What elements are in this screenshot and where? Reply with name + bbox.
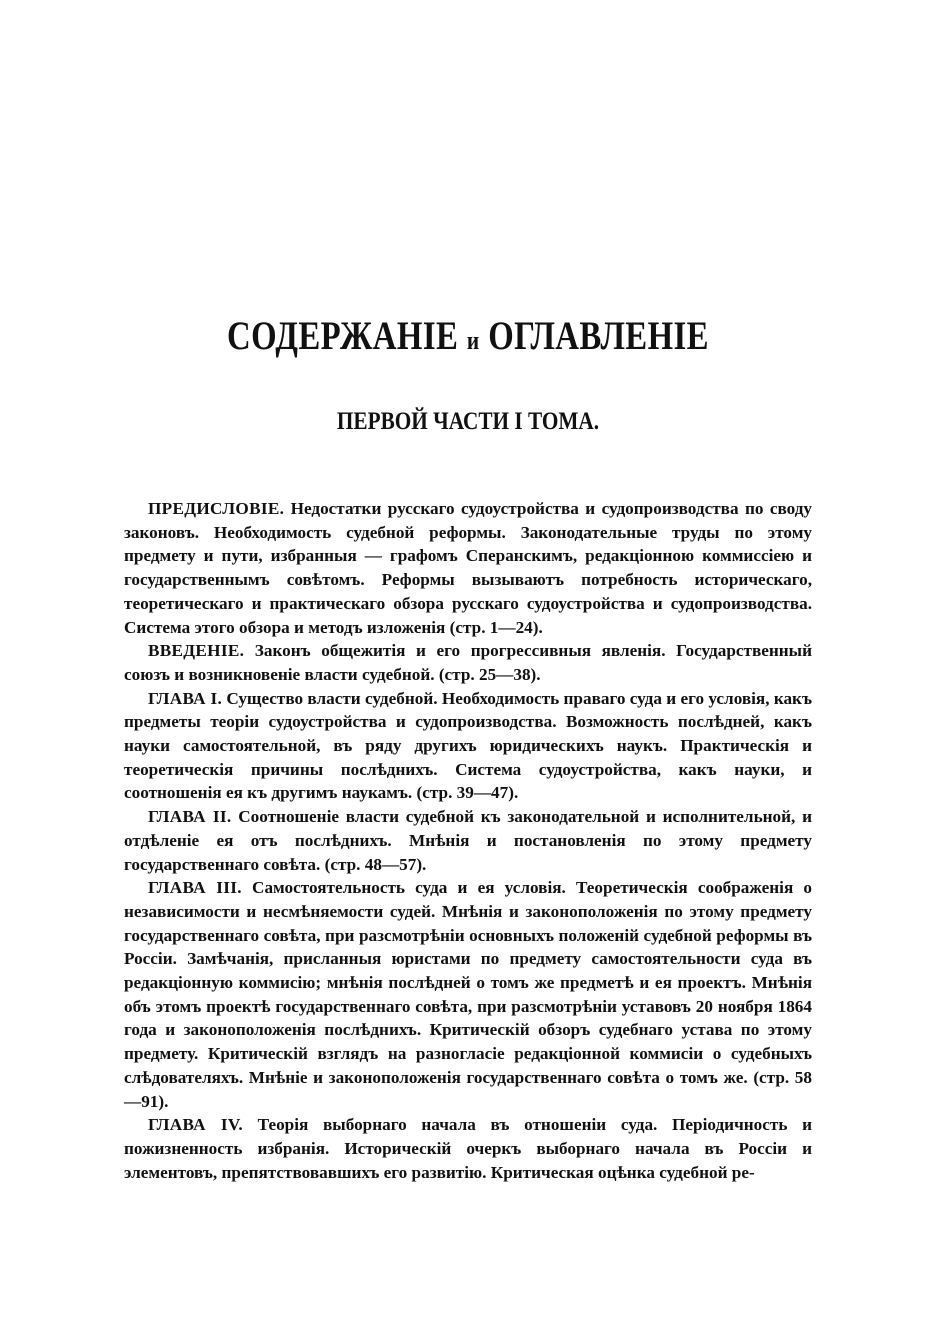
title-end: ОГЛАВЛЕНІЕ	[488, 313, 709, 358]
title-conjunction: и	[466, 326, 480, 355]
paragraph-heading: ГЛАВА III.	[148, 878, 242, 898]
document-subtitle: ПЕРВОЙ ЧАСТИ І ТОМА.	[336, 408, 600, 435]
paragraph-chapter-3	[124, 876, 812, 1113]
paragraph-chapter-2	[124, 805, 812, 876]
paragraph-chapter-4	[124, 1113, 812, 1184]
paragraph-text: Теорія выборнаго начала въ отношеніи суда. Періодичность и пожизненность избранія. Историческій очеркъ выборнаго начала въ Россіи и элементовъ, препятствовавшихъ его развитію. Критическая оцѣнка судебной ре-	[124, 1115, 813, 1182]
paragraph-heading: ГЛАВА II.	[148, 807, 232, 827]
paragraph-heading: ПРЕДИСЛОВІЕ.	[148, 499, 285, 518]
paragraph-introduction	[124, 639, 812, 686]
paragraph-heading: ГЛАВА IV.	[148, 1115, 243, 1135]
paragraph-text: Самостоятельность суда и ея условія. Теоретическія соображенія о независимости и несмѣняемости судей. Мнѣнія и законоположенія по этому предмету государственнаго совѣта, при разсмотрѣніи основныхъ положеній судебной реформы въ Россіи. Замѣчанія, присланныя юристами по предмету самостоятельности суда въ редакціонную коммисію; мнѣнія послѣдней о томъ же предметѣ и ея проектъ. Мнѣнія объ этомъ проектѣ государственнаго совѣта, при разсмотрѣніи уставовъ 20 ноября 1864 года и законоположенія послѣднихъ. Критическій обзоръ судебнаго устава по этому предмету. Критическій взглядъ на разногласіе редакціонной коммисіи о судебныхъ слѣдователяхъ. Мнѣніе и законоположенія государственнаго совѣта о томъ же. (стр. 58—91).	[124, 878, 812, 1111]
title-main: СОДЕРЖАНІЕ	[227, 313, 459, 358]
paragraph-heading: ГЛАВА I.	[148, 688, 223, 708]
document-title	[84, 312, 852, 359]
paragraph-text: Соотношеніе власти судебной къ законодательной и исполнительной, и отдѣленіе ея отъ послѣднихъ. Мнѣнія и постановленія по этому предмету государственнаго совѣта. (стр. 48—57).	[124, 807, 812, 874]
paragraph-text: Законъ общежитія и его прогрессивныя явленія. Государственный союзъ и возникновеніе власти судебной. (стр. 25—38).	[124, 641, 812, 684]
paragraph-preface	[124, 497, 812, 639]
paragraph-text: Недостатки русскаго судоустройства и судопроизводства по своду законовъ. Необходимость судебной реформы. Законодательные труды по этому предмету и пути, избранныя — графомъ Сперанскимъ, редакціонною коммиссіею и государственнымъ совѣтомъ. Реформы вызываютъ потребность историческаго, теоретическаго и практическаго обзора русскаго судоустройства и судопроизводства. Система этого обзора и методъ изложенія (стр. 1—24).	[124, 499, 813, 637]
contents-body	[124, 497, 812, 1184]
paragraph-text: Существо власти судебной. Необходимость праваго суда и его условія, какъ предметы теоріи судоустройства и судопроизводства. Возможность послѣдней, какъ науки самостоятельной, въ ряду другихъ юридическихъ наукъ. Практическія и теоретическія причины послѣднихъ. Система судоустройства, какъ науки, и соотношенія ея къ другимъ наукамъ. (стр. 39—47).	[124, 688, 812, 803]
paragraph-heading: ВВЕДЕНІЕ.	[148, 641, 245, 661]
paragraph-chapter-1	[124, 687, 812, 806]
